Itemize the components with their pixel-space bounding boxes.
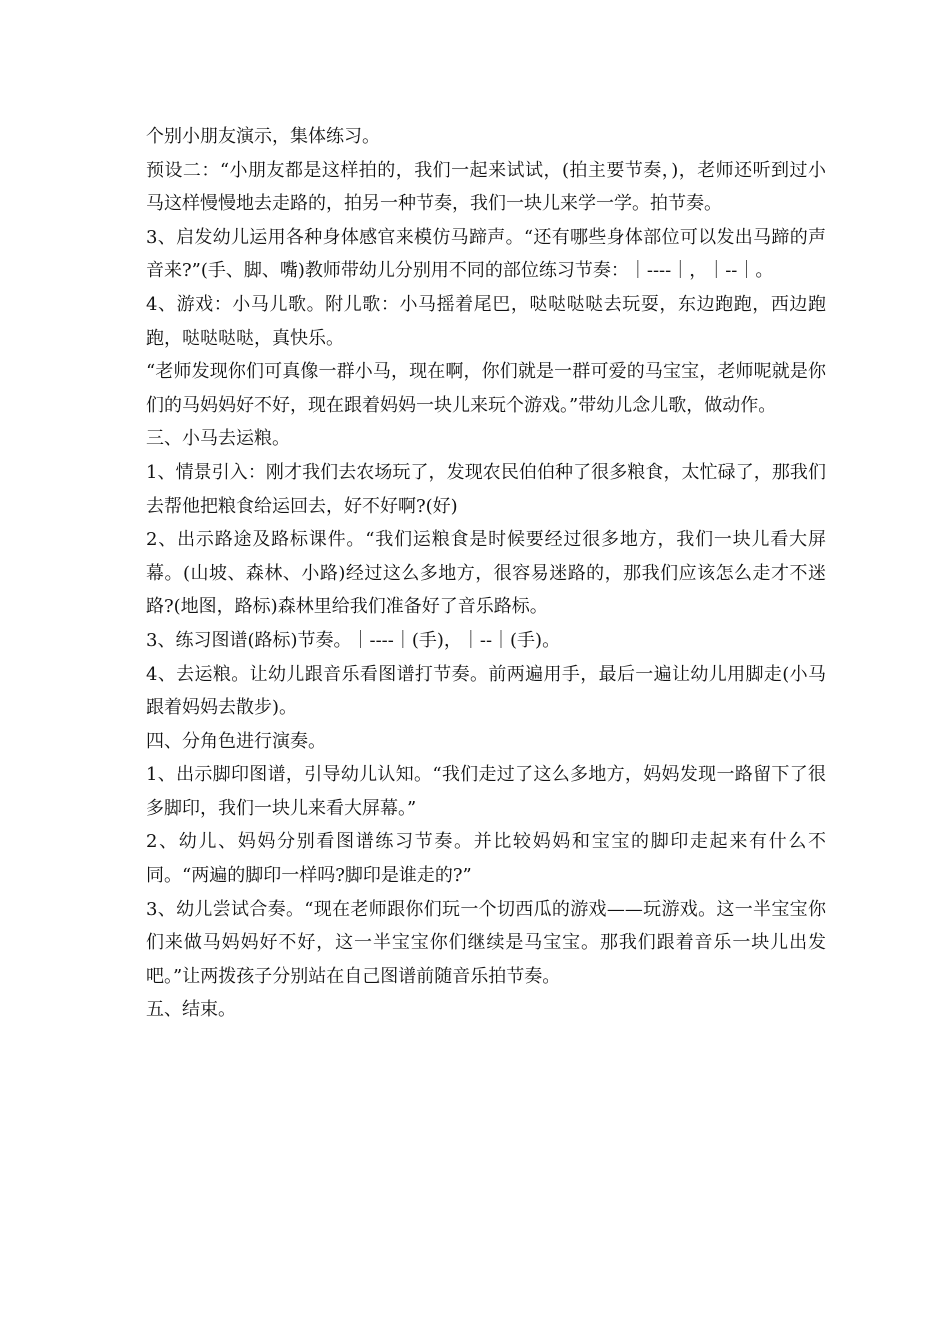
- paragraph-9: 3、练习图谱(路标)节奏。｜----｜(手)，｜--｜(手)。: [146, 629, 561, 651]
- paragraph-8: 2、出示路途及路标课件。“我们运粮食是时候要经过很多地方，我们一块儿看大屏幕。(山坡、森林、小路)经过这么多地方，很容易迷路的，那我们应该怎么走才不迷路?(地图，路标)森林里给我们准备好了音乐路标。: [146, 529, 826, 618]
- paragraph-3: 3、启发幼儿运用各种身体感官来模仿马蹄声。“还有哪些身体部位可以发出马蹄的声音来?”(手、脚、嘴)教师带幼儿分别用不同的部位练习节奏：｜----｜，｜--｜。: [146, 226, 826, 282]
- paragraph-5: “老师发现你们可真像一群小马，现在啊，你们就是一群可爱的马宝宝，老师呢就是你们的马妈妈好不好，现在跟着妈妈一块儿来玩个游戏。”带幼儿念儿歌，做动作。: [146, 361, 826, 416]
- paragraph-4: 4、游戏：小马儿歌。附儿歌：小马摇着尾巴，哒哒哒哒去玩耍，东边跑跑，西边跑跑，哒哒哒哒，真快乐。: [146, 293, 826, 349]
- paragraph-7: 1、情景引入：刚才我们去农场玩了，发现农民伯伯种了很多粮食，太忙碌了，那我们去帮他把粮食给运回去，好不好啊?(好): [146, 461, 826, 517]
- document-body: [146, 120, 826, 1027]
- paragraph-12: 1、出示脚印图谱，引导幼儿认知。“我们走过了这么多地方，妈妈发现一路留下了很多脚印，我们一块儿来看大屏幕。”: [146, 764, 826, 819]
- section-heading-4: 四、分角色进行演奏。: [146, 730, 326, 752]
- paragraph-13: 2、幼儿、妈妈分别看图谱练习节奏。并比较妈妈和宝宝的脚印走起来有什么不同。“两遍的脚印一样吗?脚印是谁走的?”: [146, 831, 826, 887]
- paragraph-10: 4、去运粮。让幼儿跟音乐看图谱打节奏。前两遍用手，最后一遍让幼儿用脚走(小马跟着妈妈去散步)。: [146, 663, 826, 719]
- paragraph-2: 预设二：“小朋友都是这样拍的，我们一起来试试，(拍主要节奏，)，老师还听到过小马这样慢慢地去走路的，拍另一种节奏，我们一块儿来学一学。拍节奏。: [146, 159, 826, 215]
- section-heading-5: 五、结束。: [146, 999, 236, 1021]
- section-heading-3: 三、小马去运粮。: [146, 428, 290, 450]
- paragraph-14: 3、幼儿尝试合奏。“现在老师跟你们玩一个切西瓜的游戏——玩游戏。这一半宝宝你们来做马妈妈好不好，这一半宝宝你们继续是马宝宝。那我们跟着音乐一块儿出发吧。”让两拨孩子分别站在自己图谱前随音乐拍节奏。: [146, 898, 826, 987]
- paragraph-1: 个别小朋友演示，集体练习。: [146, 126, 380, 147]
